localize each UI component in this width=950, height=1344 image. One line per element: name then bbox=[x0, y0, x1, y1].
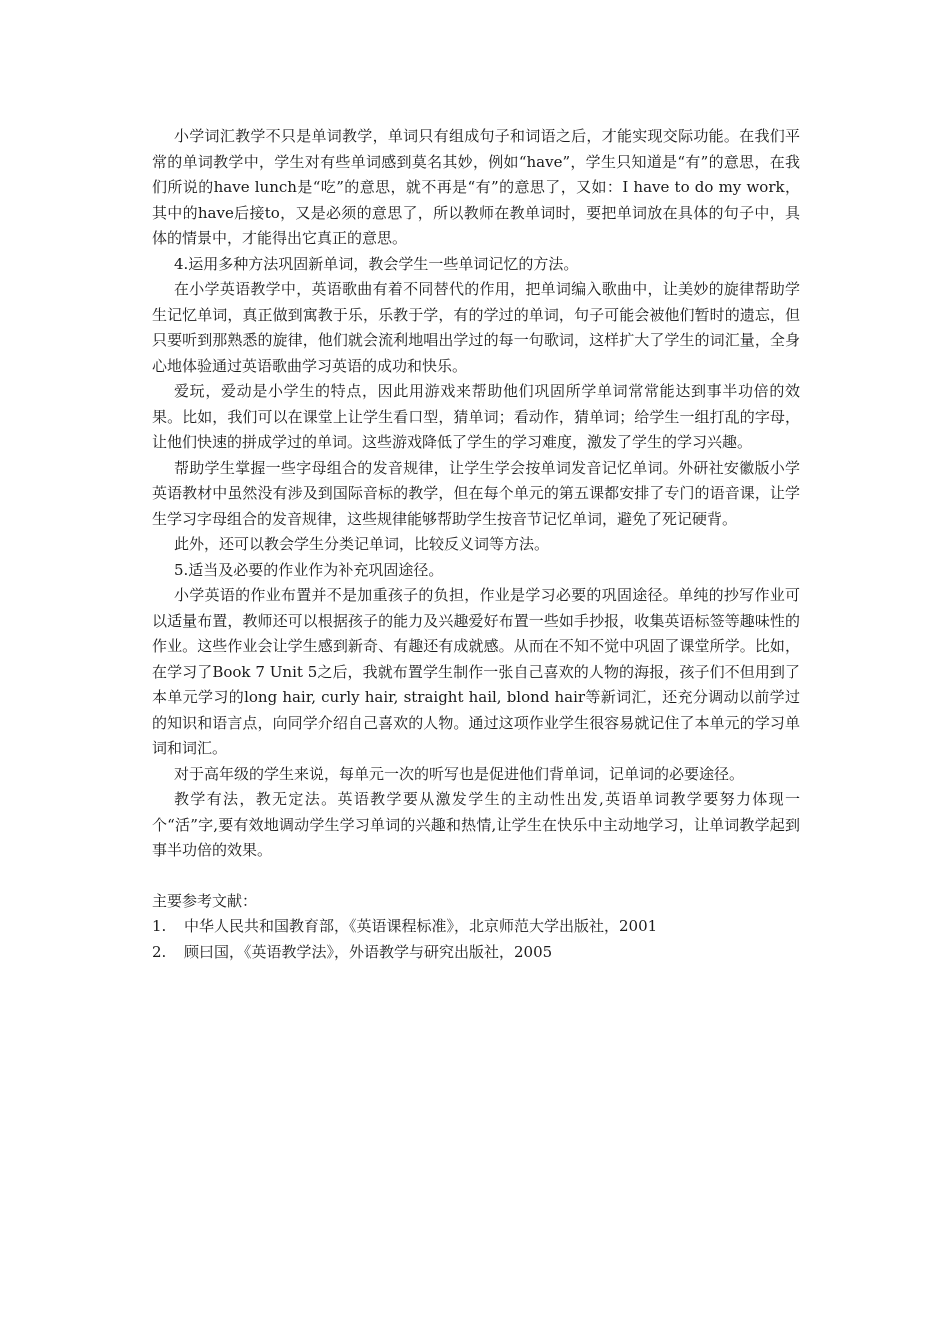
paragraph-songs: 在小学英语教学中，英语歌曲有着不同替代的作用，把单词编入歌曲中，让美妙的旋律帮助学生记忆单词，真正做到寓教于乐，乐教于学，有的学过的单词，句子可能会被他们暂时的遗忘，但只要听到那熟悉的旋律，他们就会流利地唱出学过的每一句歌词，这样扩大了学生的词汇量，全身心地体验通过英语歌曲学习英语的成功和快乐。 bbox=[152, 280, 800, 375]
references-title: 主要参考文献： bbox=[152, 891, 258, 910]
paragraph-phonics: 帮助学生掌握一些字母组合的发音规律，让学生学会按单词发音记忆单词。外研社安徽版小学英语教材中虽然没有涉及到国际音标的教学，但在每个单元的第五课都安排了专门的语音课，让学生学习字母组合的发音规律，这些规律能够帮助学生按音节记忆单词，避免了死记硬背。 bbox=[152, 458, 800, 528]
paragraph-vocabulary-in-context: 小学词汇教学不只是单词教学，单词只有组成句子和词语之后，才能实现交际功能。在我们平常的单词教学中，学生对有些单词感到莫名其妙，例如“have”，学生只知道是“有”的意思，在我们所说的have lunch是“吃”的意思，就不再是“有”的意思了，又如：I have to do my work，其中的have后接to，又是必须的意思了，所以教师在教单词时，要把单词放在具体的句子中，具体的情景中，才能得出它真正的意思。 bbox=[152, 127, 800, 247]
heading-section-5: 5.适当及必要的作业作为补充巩固途径。 bbox=[174, 560, 444, 579]
references-list bbox=[152, 914, 800, 965]
reference-item bbox=[152, 914, 800, 940]
paragraph-classification: 此外，还可以教会学生分类记单词，比较反义词等方法。 bbox=[174, 535, 550, 553]
paragraph-conclusion: 教学有法，教无定法。英语教学要从激发学生的主动性出发,英语单词教学要努力体现一个“活”字,要有效地调动学生学习单词的兴趣和热情,让学生在快乐中主动地学习，让单词教学起到事半功倍的效果。 bbox=[152, 790, 800, 859]
paragraph-games: 爱玩，爱动是小学生的特点，因此用游戏来帮助他们巩固所学单词常常能达到事半功倍的效果。比如，我们可以在课堂上让学生看口型，猜单词；看动作，猜单词；给学生一组打乱的字母，让他们快速的拼成学过的单词。这些游戏降低了学生的学习难度，激发了学生的学习兴趣。 bbox=[152, 382, 800, 451]
body-text bbox=[152, 124, 800, 864]
paragraph-dictation: 对于高年级的学生来说，每单元一次的听写也是促进他们背单词，记单词的必要途径。 bbox=[174, 764, 745, 783]
reference-text: 顾曰国，《英语教学法》，外语教学与研究出版社，2005 bbox=[184, 942, 553, 961]
reference-number: 1. bbox=[152, 917, 167, 935]
reference-text: 中华人民共和国教育部，《英语课程标准》，北京师范大学出版社，2001 bbox=[184, 917, 658, 935]
paragraph-homework: 小学英语的作业布置并不是加重孩子的负担，作业是学习必要的巩固途径。单纯的抄写作业可以适量布置，教师还可以根据孩子的能力及兴趣爱好布置一些如手抄报，收集英语标签等趣味性的作业。这些作业会让学生感到新奇、有趣还有成就感。从而在不知不觉中巩固了课堂所学。比如，在学习了Book 7 Unit 5之后，我就布置学生制作一张自己喜欢的人物的海报，孩子们不但用到了本单元学习的long hair, curly hair, straight hail, blond hair等新词汇，还充分调动以前学过的知识和语言点，向同学介绍自己喜欢的人物。通过这项作业学生很容易就记住了本单元的学习单词和词汇。 bbox=[152, 586, 800, 757]
references-section bbox=[152, 889, 800, 966]
heading-section-4: 4.运用多种方法巩固新单词，教会学生一些单词记忆的方法。 bbox=[174, 254, 579, 273]
reference-number: 2. bbox=[152, 942, 167, 961]
document-page bbox=[152, 124, 800, 965]
reference-item bbox=[152, 940, 800, 966]
